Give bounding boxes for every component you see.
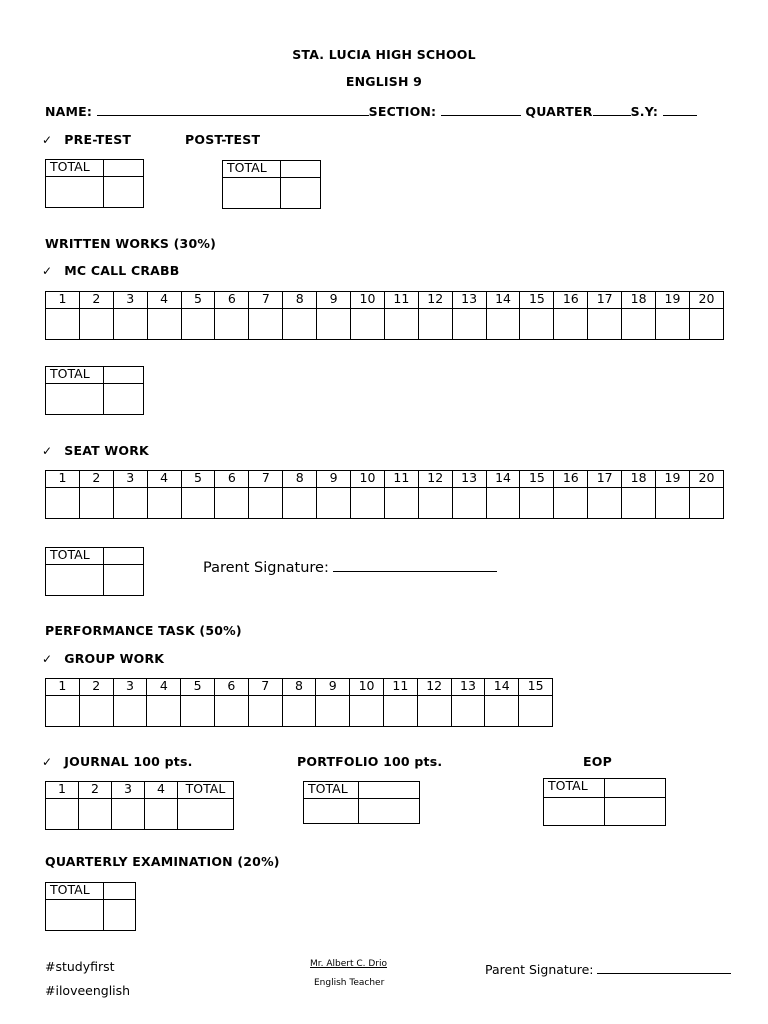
- score-cell[interactable]: [304, 799, 359, 824]
- column-header: 9: [317, 292, 351, 309]
- eop-heading: EOP: [583, 754, 612, 769]
- total-value[interactable]: [104, 548, 144, 565]
- column-header: 10: [351, 292, 385, 309]
- score-cell[interactable]: [656, 309, 690, 340]
- column-header: 13: [452, 471, 486, 488]
- score-cell[interactable]: [178, 799, 234, 830]
- column-header: 5: [181, 679, 215, 696]
- eop-total-table: [543, 778, 666, 826]
- score-cell[interactable]: [554, 488, 588, 519]
- score-cell[interactable]: [317, 309, 351, 340]
- parent-signature-footer: [485, 962, 731, 977]
- score-cell[interactable]: [452, 488, 486, 519]
- score-cell[interactable]: [451, 696, 485, 727]
- column-header: 10: [350, 679, 384, 696]
- score-cell[interactable]: [248, 696, 282, 727]
- column-header: 8: [283, 471, 317, 488]
- parent-signature-field[interactable]: [597, 973, 731, 974]
- parent-signature-label: Parent Signature:: [485, 962, 598, 977]
- seat-work-label: SEAT WORK: [64, 443, 149, 458]
- column-header: 12: [417, 679, 451, 696]
- column-header: 11: [384, 292, 418, 309]
- column-header: 17: [588, 471, 622, 488]
- score-cell[interactable]: [485, 696, 519, 727]
- column-header: 12: [418, 292, 452, 309]
- column-header: 4: [145, 782, 178, 799]
- score-cell[interactable]: [145, 799, 178, 830]
- column-header: 8: [282, 679, 316, 696]
- total-label: TOTAL: [223, 161, 281, 178]
- column-header: 4: [147, 471, 181, 488]
- section-field[interactable]: [441, 115, 521, 116]
- column-header: 1: [46, 471, 80, 488]
- column-header: 6: [215, 292, 249, 309]
- sy-field[interactable]: [663, 115, 697, 116]
- column-header: 20: [689, 292, 723, 309]
- score-cell[interactable]: [113, 309, 147, 340]
- column-header: 16: [554, 292, 588, 309]
- score-cell[interactable]: [46, 696, 80, 727]
- mc-call-crabb-table: [45, 291, 724, 340]
- score-cell[interactable]: [452, 309, 486, 340]
- school-name: STA. LUCIA HIGH SCHOOL: [292, 47, 476, 62]
- parent-signature-field[interactable]: [333, 571, 497, 572]
- score-cell[interactable]: [104, 565, 144, 596]
- score-cell[interactable]: [79, 488, 113, 519]
- score-cell[interactable]: [486, 309, 520, 340]
- total-label: TOTAL: [46, 160, 104, 177]
- score-cell[interactable]: [418, 309, 452, 340]
- column-header: 9: [317, 471, 351, 488]
- score-cell[interactable]: [383, 696, 417, 727]
- teacher-name: Mr. Albert C. Drio: [310, 959, 388, 969]
- total-value[interactable]: [605, 779, 666, 798]
- hashtag-studyfirst: #studyfirst: [45, 959, 115, 974]
- score-cell[interactable]: [351, 488, 385, 519]
- score-cell[interactable]: [223, 178, 281, 209]
- score-cell[interactable]: [283, 309, 317, 340]
- checkmark-icon: ✓: [42, 133, 53, 147]
- column-header: 1: [46, 782, 79, 799]
- student-info-row: [45, 104, 697, 119]
- column-header: 3: [113, 471, 147, 488]
- column-header: 10: [351, 471, 385, 488]
- quarter-field[interactable]: [593, 115, 631, 116]
- sy-label: S.Y:: [630, 104, 663, 119]
- pre-test-label: PRE-TEST: [64, 132, 132, 147]
- score-cell[interactable]: [79, 799, 112, 830]
- column-header: 5: [181, 292, 215, 309]
- score-cell[interactable]: [215, 309, 249, 340]
- seat-work-heading: [42, 443, 149, 458]
- column-header: 11: [384, 471, 418, 488]
- score-cell[interactable]: [283, 488, 317, 519]
- group-work-label: GROUP WORK: [64, 651, 165, 666]
- column-header: TOTAL: [178, 782, 234, 799]
- journal-heading: [42, 754, 193, 769]
- column-header: 2: [79, 292, 113, 309]
- column-header: 19: [656, 292, 690, 309]
- column-header: 9: [316, 679, 350, 696]
- score-cell[interactable]: [417, 696, 451, 727]
- score-cell[interactable]: [622, 488, 656, 519]
- portfolio-heading: PORTFOLIO 100 pts.: [297, 754, 443, 769]
- mc-call-crabb-heading: [42, 263, 180, 278]
- score-cell[interactable]: [46, 799, 79, 830]
- score-cell[interactable]: [112, 799, 145, 830]
- score-cell[interactable]: [113, 488, 147, 519]
- pre-test-total-table: [45, 159, 144, 208]
- score-cell[interactable]: [249, 488, 283, 519]
- score-cell[interactable]: [281, 178, 321, 209]
- column-header: 14: [486, 471, 520, 488]
- score-cell[interactable]: [317, 488, 351, 519]
- column-header: 15: [520, 292, 554, 309]
- column-header: 12: [418, 471, 452, 488]
- total-value[interactable]: [359, 782, 420, 799]
- score-cell[interactable]: [418, 488, 452, 519]
- score-cell[interactable]: [46, 565, 104, 596]
- score-cell[interactable]: [316, 696, 350, 727]
- score-cell[interactable]: [104, 900, 136, 931]
- score-cell[interactable]: [46, 900, 104, 931]
- checkmark-icon: ✓: [42, 755, 53, 769]
- score-cell[interactable]: [181, 309, 215, 340]
- total-label: TOTAL: [46, 883, 104, 900]
- score-cell[interactable]: [46, 488, 80, 519]
- score-cell[interactable]: [384, 488, 418, 519]
- score-cell[interactable]: [486, 488, 520, 519]
- score-cell[interactable]: [351, 309, 385, 340]
- column-header: 18: [622, 292, 656, 309]
- hashtag-iloveenglish: #iloveenglish: [45, 983, 131, 998]
- column-header: 6: [214, 679, 248, 696]
- score-cell[interactable]: [656, 488, 690, 519]
- score-cell[interactable]: [249, 309, 283, 340]
- column-header: 4: [147, 679, 181, 696]
- column-header: 16: [554, 471, 588, 488]
- total-label: TOTAL: [46, 367, 104, 384]
- column-header: 15: [520, 471, 554, 488]
- score-cell[interactable]: [520, 488, 554, 519]
- score-cell[interactable]: [46, 384, 104, 415]
- score-cell[interactable]: [384, 309, 418, 340]
- seat-work-total-table: [45, 547, 144, 596]
- column-header: 2: [79, 679, 113, 696]
- group-work-heading: [42, 651, 164, 666]
- score-cell[interactable]: [554, 309, 588, 340]
- quarterly-exam-heading: QUARTERLY EXAMINATION (20%): [45, 854, 280, 869]
- mc-call-crabb-label: MC CALL CRABB: [64, 263, 180, 278]
- score-cell[interactable]: [350, 696, 384, 727]
- score-cell[interactable]: [605, 798, 666, 826]
- quarter-label: QUARTER: [520, 104, 593, 119]
- parent-signature-mid: [203, 560, 497, 576]
- score-cell[interactable]: [520, 309, 554, 340]
- score-cell[interactable]: [689, 309, 723, 340]
- column-header: 7: [248, 679, 282, 696]
- parent-signature-label: Parent Signature:: [203, 560, 334, 576]
- post-test-heading: POST-TEST: [185, 132, 261, 147]
- column-header: 5: [181, 471, 215, 488]
- column-header: 8: [283, 292, 317, 309]
- journal-label: JOURNAL 100 pts.: [64, 754, 193, 769]
- column-header: 3: [112, 782, 145, 799]
- subject-title: ENGLISH 9: [345, 74, 423, 89]
- column-header: 3: [113, 679, 147, 696]
- column-header: 7: [249, 292, 283, 309]
- column-header: 13: [452, 292, 486, 309]
- column-header: 13: [451, 679, 485, 696]
- score-cell[interactable]: [113, 696, 147, 727]
- score-cell[interactable]: [588, 488, 622, 519]
- column-header: 1: [46, 292, 80, 309]
- score-cell[interactable]: [282, 696, 316, 727]
- journal-table: [45, 781, 234, 830]
- total-label: TOTAL: [46, 548, 104, 565]
- performance-task-heading: PERFORMANCE TASK (50%): [45, 623, 242, 638]
- score-cell[interactable]: [181, 488, 215, 519]
- column-header: 7: [249, 471, 283, 488]
- score-cell[interactable]: [544, 798, 605, 826]
- score-cell[interactable]: [181, 696, 215, 727]
- score-cell[interactable]: [147, 309, 181, 340]
- total-value[interactable]: [104, 883, 136, 900]
- score-cell[interactable]: [689, 488, 723, 519]
- column-header: 14: [486, 292, 520, 309]
- total-label: TOTAL: [304, 782, 359, 799]
- column-header: 2: [79, 471, 113, 488]
- column-header: 1: [46, 679, 80, 696]
- score-cell[interactable]: [147, 488, 181, 519]
- section-label: SECTION:: [368, 104, 441, 119]
- score-cell[interactable]: [588, 309, 622, 340]
- total-value[interactable]: [104, 160, 144, 177]
- column-header: 2: [79, 782, 112, 799]
- total-value[interactable]: [281, 161, 321, 178]
- column-header: 4: [147, 292, 181, 309]
- score-cell[interactable]: [79, 696, 113, 727]
- column-header: 3: [113, 292, 147, 309]
- score-cell[interactable]: [147, 696, 181, 727]
- score-cell[interactable]: [104, 177, 144, 208]
- score-cell[interactable]: [215, 488, 249, 519]
- quarterly-exam-total-table: [45, 882, 136, 931]
- name-label: NAME:: [45, 104, 97, 119]
- column-header: 11: [383, 679, 417, 696]
- mc-total-table: [45, 366, 144, 415]
- group-work-table: [45, 678, 553, 727]
- total-value[interactable]: [104, 367, 144, 384]
- column-header: 17: [588, 292, 622, 309]
- written-works-heading: WRITTEN WORKS (30%): [45, 236, 216, 251]
- teacher-title: English Teacher: [314, 978, 385, 988]
- checkmark-icon: ✓: [42, 264, 53, 278]
- seat-work-table: [45, 470, 724, 519]
- column-header: 6: [215, 471, 249, 488]
- column-header: 18: [622, 471, 656, 488]
- score-cell[interactable]: [214, 696, 248, 727]
- score-cell[interactable]: [622, 309, 656, 340]
- column-header: 20: [689, 471, 723, 488]
- column-header: 14: [485, 679, 519, 696]
- total-label: TOTAL: [544, 779, 605, 798]
- column-header: 15: [519, 679, 553, 696]
- column-header: 19: [656, 471, 690, 488]
- checkmark-icon: ✓: [42, 652, 53, 666]
- checkmark-icon: ✓: [42, 444, 53, 458]
- score-cell[interactable]: [359, 799, 420, 824]
- score-cell[interactable]: [104, 384, 144, 415]
- name-field[interactable]: [97, 115, 369, 116]
- score-cell[interactable]: [46, 309, 80, 340]
- pre-test-heading: [42, 132, 131, 147]
- post-test-total-table: [222, 160, 321, 209]
- score-cell[interactable]: [46, 177, 104, 208]
- score-cell[interactable]: [519, 696, 553, 727]
- portfolio-total-table: [303, 781, 420, 824]
- score-cell[interactable]: [79, 309, 113, 340]
